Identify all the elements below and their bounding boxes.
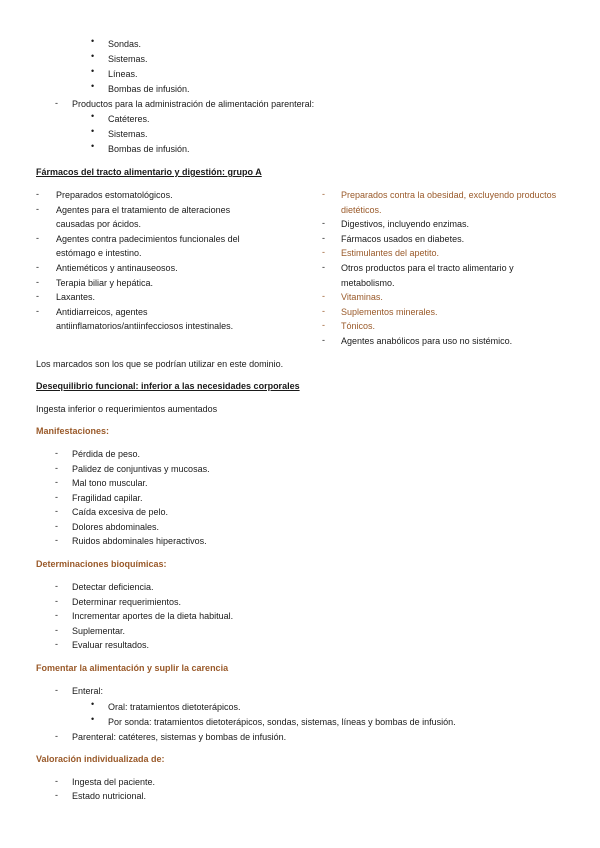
list-item: Laxantes.	[56, 292, 96, 302]
dash-marker: -	[36, 291, 39, 301]
list-item: Productos para la administración de alimentación parenteral:	[72, 99, 315, 109]
list-item: Oral: tratamientos dietoterápicos.	[108, 702, 241, 712]
bullet-icon: •	[91, 111, 95, 121]
list-item: Antieméticos y antinauseosos.	[56, 263, 178, 273]
list-item: Enteral:	[72, 686, 104, 696]
dash-marker: -	[36, 204, 39, 214]
list-item: Por sonda: tratamientos dietoterápicos, sondas, sistemas, líneas y bombas de infusión.	[108, 717, 456, 727]
dash-marker: -	[55, 98, 58, 108]
list-item: Palidez de conjuntivas y mucosas.	[72, 464, 210, 474]
dash-marker: -	[322, 218, 325, 228]
dash-marker: -	[322, 320, 325, 330]
list-item: Agentes para el tratamiento de alteraciones	[56, 205, 231, 215]
dash-marker: -	[55, 492, 58, 502]
dash-marker: -	[55, 776, 58, 786]
section-title-manifestaciones: Manifestaciones:	[36, 426, 110, 436]
bullet-icon: •	[91, 714, 95, 724]
dash-marker: -	[55, 581, 58, 591]
list-item-cont: dietéticos.	[341, 205, 382, 215]
dash-marker: -	[36, 277, 39, 287]
dash-marker: -	[55, 448, 58, 458]
list-item: Estado nutricional.	[72, 791, 147, 801]
dash-marker: -	[322, 335, 325, 345]
dash-marker: -	[36, 233, 39, 243]
dash-marker: -	[322, 291, 325, 301]
bullet-icon: •	[91, 699, 95, 709]
list-item: Antidiarreicos, agentes	[56, 307, 148, 317]
section-title-determinaciones: Determinaciones bioquímicas:	[36, 559, 167, 569]
dash-marker: -	[55, 685, 58, 695]
list-item: Preparados estomatológicos.	[56, 190, 173, 200]
dash-marker: -	[55, 790, 58, 800]
bullet-icon: •	[91, 126, 95, 136]
dash-marker: -	[322, 189, 325, 199]
dash-marker: -	[322, 233, 325, 243]
dash-marker: -	[36, 306, 39, 316]
dash-marker: -	[55, 731, 58, 741]
list-item: Mal tono muscular.	[72, 478, 148, 488]
dash-marker: -	[322, 247, 325, 257]
dash-marker: -	[55, 506, 58, 516]
note-text: Los marcados son los que se podrían utilizar en este dominio.	[36, 359, 284, 369]
list-item: Otros productos para el tracto alimentario y	[341, 263, 514, 273]
list-item: Sistemas.	[108, 129, 148, 139]
dash-marker: -	[55, 639, 58, 649]
bullet-icon: •	[91, 141, 95, 151]
list-item: Caída excesiva de pelo.	[72, 507, 169, 517]
list-item: Bombas de infusión.	[108, 84, 190, 94]
list-item: Fragilidad capilar.	[72, 493, 143, 503]
list-item-marked: Preparados contra la obesidad, excluyendo productos	[341, 190, 557, 200]
list-item: Catéteres.	[108, 114, 150, 124]
dash-marker: -	[322, 306, 325, 316]
bullet-icon: •	[91, 36, 95, 46]
dash-marker: -	[36, 189, 39, 199]
list-item: Agentes anabólicos para uso no sistémico.	[341, 336, 513, 346]
list-item-cont: causadas por ácidos.	[56, 219, 142, 229]
list-item: Ruidos abdominales hiperactivos.	[72, 536, 207, 546]
bullet-icon: •	[91, 81, 95, 91]
subtitle-text: Ingesta inferior o requerimientos aumentados	[36, 404, 218, 414]
list-item: Suplementar.	[72, 626, 126, 636]
section-title-valoracion: Valoración individualizada de:	[36, 754, 165, 764]
dash-marker: -	[322, 262, 325, 272]
list-item: Determinar requerimientos.	[72, 597, 182, 607]
dash-marker: -	[36, 262, 39, 272]
list-item: Evaluar resultados.	[72, 640, 150, 650]
list-item-marked: Tónicos.	[341, 321, 376, 331]
list-item-cont: antiinflamatorios/antiinfecciosos intestinales.	[56, 321, 234, 331]
list-item: Pérdida de peso.	[72, 449, 141, 459]
dash-marker: -	[55, 596, 58, 606]
list-item: Detectar deficiencia.	[72, 582, 154, 592]
section-title-farmacos: Fármacos del tracto alimentario y digestión: grupo A	[36, 167, 262, 177]
list-item: Fármacos usados en diabetes.	[341, 234, 465, 244]
list-item-marked: Suplementos minerales.	[341, 307, 438, 317]
section-title-desequilibrio: Desequilibrio funcional: inferior a las necesidades corporales	[36, 381, 300, 391]
list-item: Incrementar aportes de la dieta habitual.	[72, 611, 234, 621]
list-item: Sistemas.	[108, 54, 148, 64]
dash-marker: -	[55, 535, 58, 545]
list-item: Dolores abdominales.	[72, 522, 160, 532]
list-item-marked: Vitaminas.	[341, 292, 383, 302]
list-item: Terapia biliar y hepática.	[56, 278, 154, 288]
list-item: Bombas de infusión.	[108, 144, 190, 154]
dash-marker: -	[55, 610, 58, 620]
section-title-fomentar: Fomentar la alimentación y suplir la carencia	[36, 663, 229, 673]
dash-marker: -	[55, 477, 58, 487]
bullet-icon: •	[91, 51, 95, 61]
list-item: Agentes contra padecimientos funcionales del	[56, 234, 240, 244]
list-item-cont: estómago e intestino.	[56, 248, 142, 258]
dash-marker: -	[55, 625, 58, 635]
list-item: Sondas.	[108, 39, 142, 49]
list-item: Ingesta del paciente.	[72, 777, 156, 787]
bullet-icon: •	[91, 66, 95, 76]
dash-marker: -	[55, 463, 58, 473]
dash-marker: -	[55, 521, 58, 531]
list-item: Líneas.	[108, 69, 138, 79]
list-item: Parenteral: catéteres, sistemas y bombas de infusión.	[72, 732, 287, 742]
list-item-cont: metabolismo.	[341, 278, 395, 288]
list-item: Digestivos, incluyendo enzimas.	[341, 219, 470, 229]
list-item-marked: Estimulantes del apetito.	[341, 248, 440, 258]
